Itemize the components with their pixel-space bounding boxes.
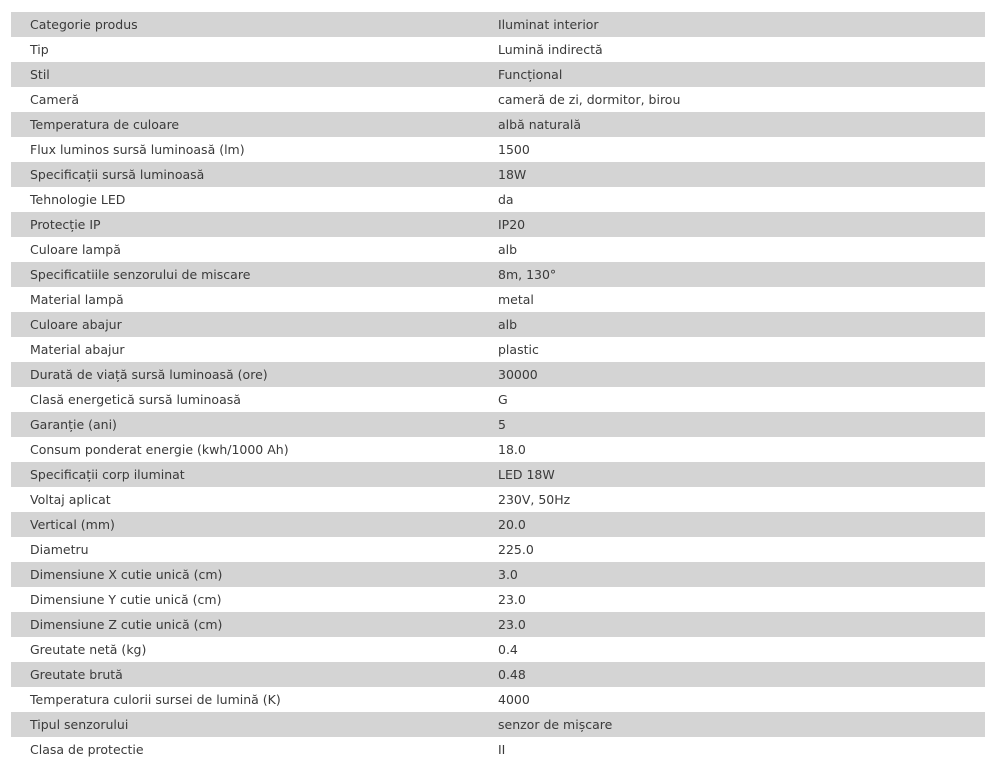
spec-value: 0.4	[480, 637, 985, 662]
spec-row	[11, 562, 985, 587]
spec-row	[11, 737, 985, 762]
spec-value: 30000	[480, 362, 985, 387]
spec-row	[11, 687, 985, 712]
spec-row	[11, 312, 985, 337]
spec-label: Consum ponderat energie (kwh/1000 Ah)	[11, 437, 480, 462]
spec-label: Specificații corp iluminat	[11, 462, 480, 487]
spec-label: Dimensiune Y cutie unică (cm)	[11, 587, 480, 612]
spec-label: Clasa de protectie	[11, 737, 480, 762]
spec-row	[11, 412, 985, 437]
spec-table-body	[11, 12, 985, 762]
spec-label: Greutate brută	[11, 662, 480, 687]
spec-row	[11, 362, 985, 387]
spec-value: 4000	[480, 687, 985, 712]
spec-value: 23.0	[480, 587, 985, 612]
spec-value: 18.0	[480, 437, 985, 462]
spec-value: Funcțional	[480, 62, 985, 87]
spec-label: Dimensiune Z cutie unică (cm)	[11, 612, 480, 637]
spec-label: Tipul senzorului	[11, 712, 480, 737]
spec-value: II	[480, 737, 985, 762]
spec-label: Cameră	[11, 87, 480, 112]
spec-label: Durată de viață sursă luminoasă (ore)	[11, 362, 480, 387]
spec-row	[11, 237, 985, 262]
spec-value: senzor de mișcare	[480, 712, 985, 737]
spec-value: cameră de zi, dormitor, birou	[480, 87, 985, 112]
spec-value: 18W	[480, 162, 985, 187]
spec-value: alb	[480, 312, 985, 337]
spec-label: Clasă energetică sursă luminoasă	[11, 387, 480, 412]
spec-value: 8m, 130°	[480, 262, 985, 287]
spec-row	[11, 462, 985, 487]
spec-row	[11, 287, 985, 312]
spec-row	[11, 437, 985, 462]
spec-row	[11, 487, 985, 512]
spec-row	[11, 712, 985, 737]
spec-value: 0.48	[480, 662, 985, 687]
spec-label: Temperatura culorii sursei de lumină (K)	[11, 687, 480, 712]
spec-label: Stil	[11, 62, 480, 87]
spec-value: plastic	[480, 337, 985, 362]
spec-row	[11, 137, 985, 162]
spec-label: Flux luminos sursă luminoasă (lm)	[11, 137, 480, 162]
spec-label: Diametru	[11, 537, 480, 562]
spec-label: Voltaj aplicat	[11, 487, 480, 512]
spec-value: 225.0	[480, 537, 985, 562]
spec-label: Greutate netă (kg)	[11, 637, 480, 662]
spec-label: Tehnologie LED	[11, 187, 480, 212]
spec-label: Categorie produs	[11, 12, 480, 37]
spec-value: metal	[480, 287, 985, 312]
spec-row	[11, 537, 985, 562]
spec-label: Material abajur	[11, 337, 480, 362]
spec-label: Temperatura de culoare	[11, 112, 480, 137]
spec-label: Material lampă	[11, 287, 480, 312]
spec-label: Specificații sursă luminoasă	[11, 162, 480, 187]
spec-row	[11, 162, 985, 187]
spec-row	[11, 12, 985, 37]
spec-row	[11, 662, 985, 687]
spec-value: 3.0	[480, 562, 985, 587]
spec-label: Dimensiune X cutie unică (cm)	[11, 562, 480, 587]
spec-value: 23.0	[480, 612, 985, 637]
spec-row	[11, 62, 985, 87]
spec-row	[11, 87, 985, 112]
spec-value: da	[480, 187, 985, 212]
spec-value: albă naturală	[480, 112, 985, 137]
spec-row	[11, 512, 985, 537]
spec-label: Garanție (ani)	[11, 412, 480, 437]
spec-row	[11, 387, 985, 412]
spec-value: 230V, 50Hz	[480, 487, 985, 512]
spec-row	[11, 637, 985, 662]
spec-label: Culoare abajur	[11, 312, 480, 337]
spec-value: LED 18W	[480, 462, 985, 487]
spec-label: Specificatiile senzorului de miscare	[11, 262, 480, 287]
spec-value: IP20	[480, 212, 985, 237]
spec-value: 1500	[480, 137, 985, 162]
spec-row	[11, 187, 985, 212]
spec-row	[11, 337, 985, 362]
spec-value: 5	[480, 412, 985, 437]
spec-row	[11, 112, 985, 137]
spec-row	[11, 212, 985, 237]
spec-row	[11, 612, 985, 637]
spec-label: Protecție IP	[11, 212, 480, 237]
spec-label: Culoare lampă	[11, 237, 480, 262]
spec-label: Tip	[11, 37, 480, 62]
spec-value: alb	[480, 237, 985, 262]
spec-value: Iluminat interior	[480, 12, 985, 37]
product-spec-table	[11, 12, 985, 762]
spec-value: 20.0	[480, 512, 985, 537]
spec-row	[11, 587, 985, 612]
spec-value: Lumină indirectă	[480, 37, 985, 62]
spec-label: Vertical (mm)	[11, 512, 480, 537]
spec-value: G	[480, 387, 985, 412]
spec-row	[11, 262, 985, 287]
spec-row	[11, 37, 985, 62]
